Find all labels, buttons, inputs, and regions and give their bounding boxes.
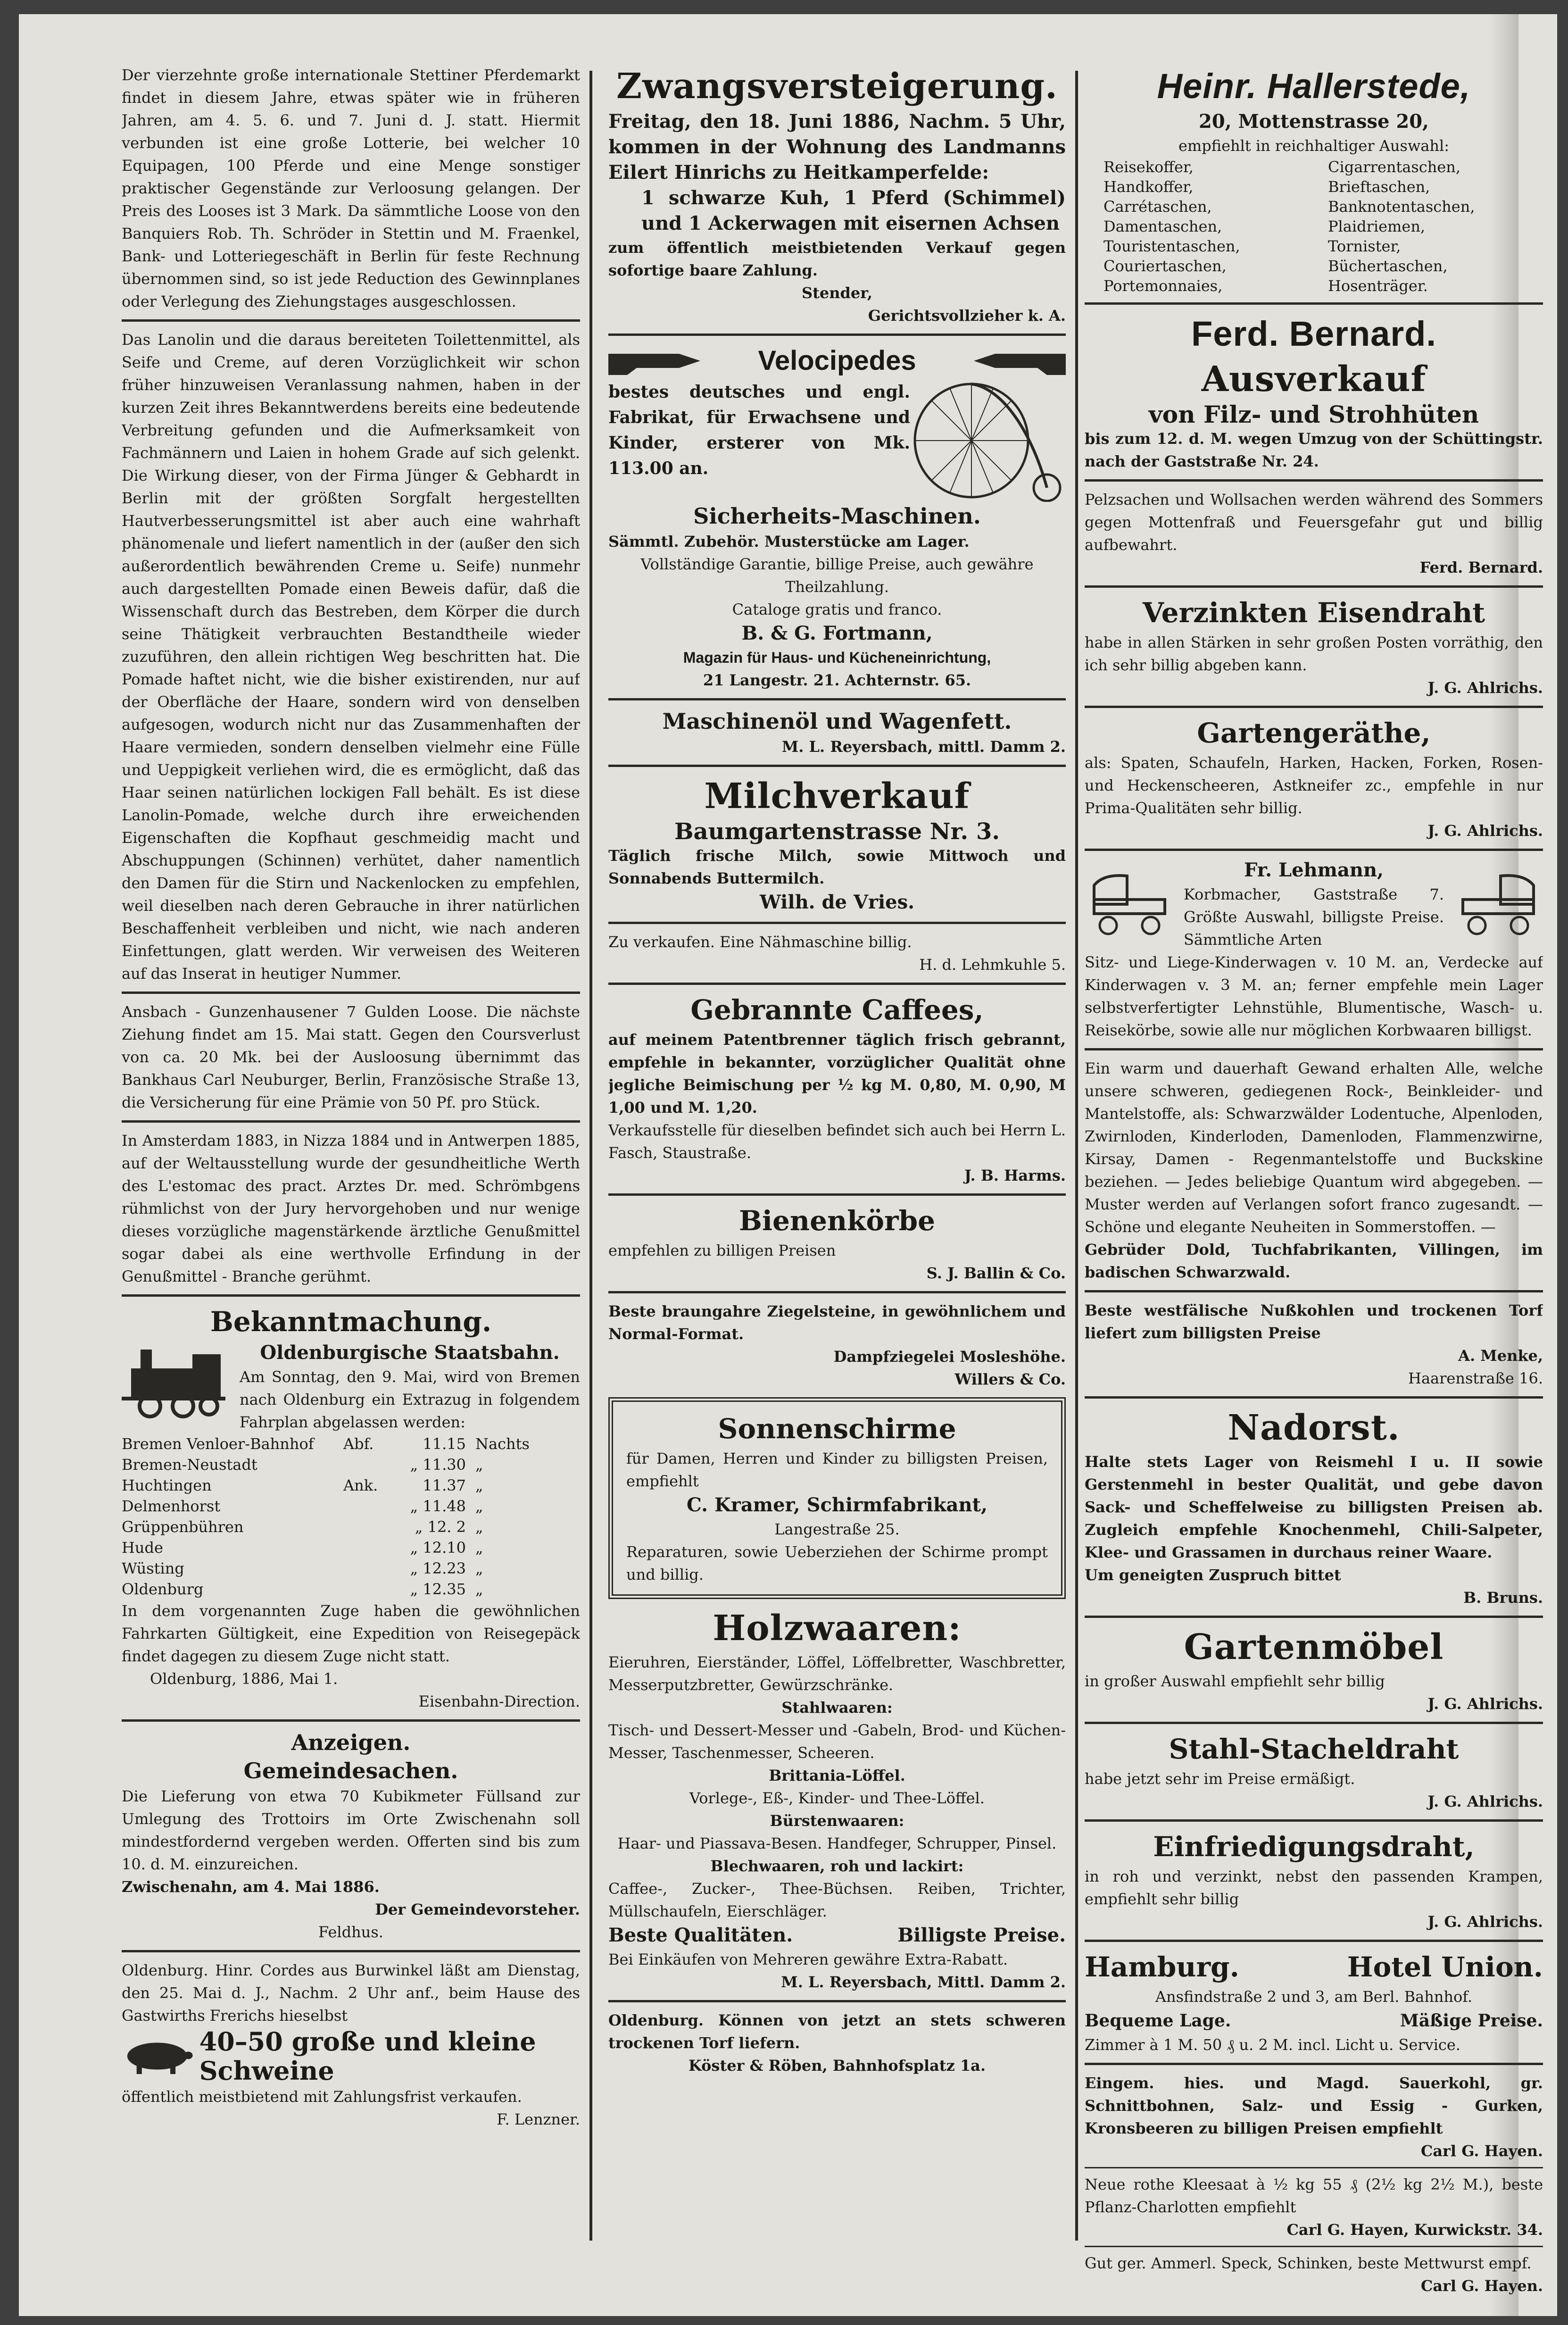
separator [608, 698, 1066, 700]
gemeindesachen-title: Gemeindesachen. [243, 1758, 458, 1783]
fahrplan-mark [343, 1454, 390, 1475]
ziegel-signature: Dampfziegelei Mosleshöhe. [833, 1348, 1066, 1366]
fahrplan-mark [343, 1537, 390, 1558]
fahrplan-time: „ 11.30 [410, 1456, 466, 1474]
ad-gemeindesachen [122, 1728, 580, 1943]
einfriedigungsdraht-signature: J. G. Ahlrichs. [1427, 1913, 1543, 1931]
hallerstede-item: Plaidriemen, [1328, 217, 1426, 235]
dold-signature: Gebrüder Dold, Tuchfabrikanten, Villingen, im badischen Schwarzwald. [1085, 1241, 1543, 1281]
separator [1085, 1048, 1543, 1050]
naehmaschine-signature: H. d. Lehmkuhle 5. [919, 956, 1066, 974]
hallerstede-item: Portemonnaies, [1103, 277, 1223, 295]
klee-text: Neue rothe Kleesaat à ½ kg 55 ₰ (2½ kg 2½ M.), beste Pflanz-Charlotten empfiehlt [1085, 2175, 1543, 2216]
buersten-text: Haar- und Piassava-Besen. Handfeger, Schrupper, Pinsel. [617, 1834, 1057, 1852]
hallerstede-item: Hosenträger. [1328, 277, 1428, 295]
ad-pferdemarkt [122, 64, 580, 313]
separator [1085, 849, 1543, 851]
fortmann-name: B. & G. Fortmann, [741, 622, 933, 644]
naehmaschine-text: Zu verkaufen. Eine Nähmaschine billig. [608, 933, 912, 951]
blech-title: Blechwaaren, roh und lackirt: [710, 1857, 964, 1875]
stahlwaaren-title: Stahlwaaren: [781, 1699, 893, 1717]
fahrplan-table [122, 1433, 580, 1600]
separator [1085, 706, 1543, 708]
fahrplan-station: Bremen-Neustadt [122, 1456, 257, 1474]
caffees-text: auf meinem Patentbrenner täglich frisch gebrannt, empfehle in bekannter, vorzüglicher Qualität ohne jegliche Beimischung per ½ kg M. 0,80, M. 0,90, M 1,00 und M. 1,20. [608, 1031, 1066, 1117]
ad-holzwaaren [608, 1606, 1066, 1993]
bahn-signature: Eisenbahn-Direction. [418, 1692, 580, 1710]
ad-sonnenschirme [608, 1397, 1066, 1599]
ad-hotel-union [1085, 1949, 1543, 2056]
hallerstede-title: Heinr. Hallerstede, [1157, 67, 1471, 106]
fahrplan-time: „ 11.48 [410, 1497, 466, 1515]
fahrplan-time: „ 12.10 [410, 1539, 466, 1557]
fahrplan-note: „ [475, 1497, 483, 1515]
maschinenoel-title: Maschinenöl und Wagenfett. [662, 708, 1012, 734]
ansbach-text: Ansbach - Gunzenhausener 7 Gulden Loose. Die nächste Ziehung findet am 15. Mai statt. Gegen den Coursverlust von ca. 20 Mk. bei der Ausloosung übernimmt das Bankhaus Carl Neuburger, Berlin, Französische Straße 13, die Versicherung für eine Prämie von 50 Pf. pro Stück. [122, 1003, 580, 1111]
lehmann-text2: Sitz- und Liege-Kinderwagen v. 10 M. an, Verdecke auf Kinderwagen v. 3 M. an; ferner empfehle mein Lager selbstverfertigter Lehnstühle, Blumentische, Wasch- u. Reisekörbe, sowie alle nur möglichen Korbwaaren billigst. [1085, 953, 1543, 1039]
fahrplan-note: Nachts [475, 1435, 530, 1453]
velo-text2: Vollständige Garantie, billige Preise, auch gewähre Theilzahlung. [640, 555, 1034, 596]
fortmann-business: Magazin für Haus- und Kücheneinrichtung, [683, 649, 991, 666]
separator [122, 319, 580, 322]
ad-menke [1085, 1299, 1543, 1390]
ad-lehmann [1085, 858, 1543, 1042]
column-right [1085, 64, 1543, 2297]
klee-signature: Carl G. Hayen, Kurwickstr. 34. [1286, 2221, 1543, 2239]
ad-ziegelsteine [608, 1300, 1066, 1391]
ad-gartengeraethe [1085, 715, 1543, 842]
separator [1085, 479, 1543, 482]
velo-sub: Sämmtl. Zubehör. Musterstücke am Lager. [608, 533, 970, 550]
separator [1085, 2167, 1543, 2168]
separator [608, 983, 1066, 985]
separator [608, 922, 1066, 924]
ahlrichs-signature: J. G. Ahlrichs. [1427, 679, 1543, 697]
zw-text1: Freitag, den 18. Juni 1886, Nachm. 5 Uhr, kommen in der Wohnung des Landmanns Eilert Hinrichs zu Heitkamperfelde: [608, 110, 1066, 183]
ad-eisendraht [1085, 594, 1543, 699]
gemeinde-signature: Der Gemeindevorsteher. [375, 1900, 580, 1918]
pointing-hand-icon [971, 344, 1066, 377]
reyersbach-signature: M. L. Reyersbach, Mittl. Damm 2. [781, 1973, 1066, 1991]
velo-text: bestes deutsches und engl. Fabrikat, für Erwachsene und Kinder, ersterer von Mk. 113.00 an. [608, 382, 910, 478]
hotel-lage: Bequeme Lage. [1085, 2011, 1231, 2031]
ad-velocipedes [608, 342, 1066, 692]
ad-stacheldraht [1085, 1731, 1543, 1813]
fahrplan-row [122, 1433, 580, 1454]
separator [1085, 1722, 1543, 1724]
separator [1085, 1396, 1543, 1399]
ad-einfriedigungsdraht [1085, 1828, 1543, 1933]
pelz-text: Pelzsachen und Wollsachen werden während des Sommers gegen Mottenfraß und Feuersgefahr gut und billig aufbewahrt. [1085, 491, 1543, 554]
kramer-text: Reparaturen, sowie Ueberziehen der Schirme prompt und billig. [626, 1543, 1048, 1583]
fahrplan-time: „ 12.35 [410, 1580, 466, 1598]
bahn-name: Oldenburgische Staatsbahn. [260, 1342, 560, 1364]
hayen-signature: Carl G. Hayen. [1420, 2142, 1543, 2160]
hallerstede-sub: empfiehlt in reichhaltiger Auswahl: [1178, 137, 1450, 155]
hallerstede-item: Handkoffer, [1103, 178, 1194, 196]
bienen-text: empfehlen zu billigen Preisen [608, 1242, 836, 1259]
separator [1085, 2246, 1543, 2247]
ad-amsterdam [122, 1129, 580, 1288]
hayen-text: Eingem. hies. und Magd. Sauerkohl, gr. Schnittbohnen, Salz- und Essig - Gurken, Kronsbeeren zu billigen Preisen empfiehlt [1085, 2074, 1543, 2137]
nadorst-text2: Um geneigten Zuspruch bittet [1085, 1566, 1341, 1584]
rabatt-text: Bei Einkäufen von Mehreren gewähre Extra-Rabatt. [608, 1950, 1008, 1968]
separator [1085, 2063, 1543, 2065]
fahrplan-station: Hude [122, 1539, 163, 1557]
ad-gartenmoebel [1085, 1625, 1543, 1715]
anzeigen-title: Anzeigen. [291, 1730, 411, 1755]
milchverkauf-title: Milchverkauf [704, 776, 970, 817]
ad-dold [1085, 1057, 1543, 1283]
fahrplan-station: Huchtingen [122, 1476, 212, 1494]
separator [608, 1193, 1066, 1196]
bienen-signature: S. J. Ballin & Co. [926, 1264, 1066, 1282]
fahrplan-mark [343, 1517, 390, 1537]
hallerstede-item: Couriertaschen, [1103, 257, 1227, 275]
fahrplan-row [122, 1496, 580, 1517]
fahrplan-station: Oldenburg [122, 1580, 204, 1598]
hallerstede-item: Carrétaschen, [1103, 198, 1212, 216]
zw-name: Stender, [802, 284, 872, 302]
fahrplan-mark [343, 1558, 390, 1579]
separator [1085, 1290, 1543, 1292]
ad-schweine [122, 1959, 580, 2131]
fahrplan-row [122, 1558, 580, 1579]
gemeinde-date: Zwischenahn, am 4. Mai 1886. [122, 1878, 380, 1896]
fahrplan-mark: Abf. [343, 1435, 374, 1453]
ziegel-signature2: Willers & Co. [954, 1370, 1066, 1388]
bernard-title: Ferd. Bernard. [1191, 314, 1436, 353]
ad-caffees [608, 992, 1066, 1187]
caffees-title: Gebrannte Caffees, [690, 994, 984, 1026]
fahrplan-station: Delmenhorst [122, 1497, 221, 1515]
hallerstede-item: Banknotentaschen, [1328, 198, 1475, 216]
einfriedigungsdraht-text: in roh und verzinkt, nebst den passenden Krampen, empfiehlt sehr billig [1085, 1867, 1543, 1908]
caffees-text2: Verkaufsstelle für dieselben befindet sich auch bei Herrn L. Fasch, Staustraße. [608, 1121, 1066, 1162]
ahlrichs-signature: J. G. Ahlrichs. [1427, 1792, 1543, 1810]
fahrplan-time: „ 12. 2 [415, 1518, 466, 1536]
bahn-date: Oldenburg, 1886, Mai 1. [150, 1670, 338, 1688]
eisendraht-text: habe in allen Stärken in sehr großen Posten vorräthig, den ich sehr billig abgeben kann. [1085, 633, 1543, 674]
fahrplan-row [122, 1454, 580, 1475]
fahrplan-time: 11.37 [423, 1476, 466, 1494]
penny-farthing-icon [910, 379, 1066, 502]
fahrplan-station: Bremen Venloer-Bahnhof [122, 1435, 314, 1453]
kramer-address: Langestraße 25. [774, 1520, 900, 1538]
blech-text: Caffee-, Zucker-, Thee-Büchsen. Reiben, Trichter, Müllschaufeln, Eierschläger. [608, 1880, 1066, 1920]
ahlrichs-signature: J. G. Ahlrichs. [1427, 822, 1543, 840]
zw-text2: zum öffentlich meistbietenden Verkauf gegen sofortige baare Zahlung. [608, 239, 1066, 279]
ammerl-signature: Carl G. Hayen. [1420, 2277, 1543, 2295]
fahrplan-time: „ 12.23 [410, 1559, 466, 1577]
ad-torf [608, 2009, 1066, 2077]
fahrplan-row [122, 1517, 580, 1537]
ad-zwangsversteigerung [608, 64, 1066, 327]
separator [608, 333, 1066, 336]
torf-signature: Köster & Röben, Bahnhofsplatz 1a. [688, 2057, 986, 2075]
gartenmoebel-signature: J. G. Ahlrichs. [1427, 1695, 1543, 1713]
fahrplan-note: „ [475, 1559, 483, 1577]
fahrplan-note: „ [475, 1539, 483, 1557]
pram-icon [1449, 871, 1543, 937]
fortmann-address: 21 Langestr. 21. Achternstr. 65. [703, 671, 971, 689]
zwangsversteigerung-title: Zwangsversteigerung. [616, 66, 1058, 107]
amsterdam-text: In Amsterdam 1883, in Nizza 1884 und in Antwerpen 1885, auf der Weltausstellung wurde der gesundheitliche Werth des L'estomac des pract. Arztes Dr. med. Schrömbgens rühmlichst von der Jury hervorgehoben und nur wenige dieses vorzügliche magenstärkende ärztliche Genußmittel sogar dabei als eine werthvolle Erfindung in der Genußmittel - Branche gerühmt. [122, 1132, 580, 1285]
separator [122, 1120, 580, 1123]
fahrplan-station: Grüppenbühren [122, 1518, 244, 1536]
bahn-note: In dem vorgenannten Zuge haben die gewöhnlichen Fahrkarten Gültigkeit, eine Expedition von Reisegepäck findet dagegen zu diesem Zuge nicht statt. [122, 1602, 580, 1665]
fahrplan-row [122, 1579, 580, 1600]
ad-hayen-kleesaat [1085, 2173, 1543, 2241]
ad-lanolin [122, 328, 580, 985]
eisendraht-title: Verzinkten Eisendraht [1142, 597, 1485, 629]
separator [608, 2000, 1066, 2002]
fahrplan-note: „ [475, 1518, 483, 1536]
holzwaaren-title: Holzwaaren: [713, 1608, 962, 1649]
milch-address: Baumgartenstrasse Nr. 3. [674, 818, 1000, 845]
locomotive-icon [122, 1340, 230, 1420]
filz-text: bis zum 12. d. M. wegen Umzug von der Schüttingstr. nach der Gaststraße Nr. 24. [1085, 430, 1543, 470]
milch-text: Täglich frische Milch, sowie Mittwoch und Sonnabends Buttermilch. [608, 847, 1066, 887]
gartenmoebel-title: Gartenmöbel [1184, 1627, 1444, 1667]
ad-bernard [1085, 311, 1543, 473]
separator [1085, 302, 1543, 305]
lehmann-name: Fr. Lehmann, [1244, 859, 1384, 881]
britannia-title: Brittania-Löffel. [769, 1767, 905, 1784]
hotel-preise: Mäßige Preise. [1400, 2011, 1543, 2031]
stacheldraht-text: habe jetzt sehr im Preise ermäßigt. [1085, 1770, 1355, 1788]
zw-signature: Gerichtsvollzieher k. A. [868, 307, 1066, 325]
hallerstede-item: Büchertaschen, [1328, 257, 1448, 275]
hallerstede-item: Reisekoffer, [1103, 158, 1194, 176]
separator [608, 1291, 1066, 1293]
ad-ansbach [122, 1000, 580, 1114]
column-rule-1 [589, 71, 592, 2241]
separator [122, 992, 580, 994]
ad-pelzsachen [1085, 488, 1543, 579]
gartenmoebel-text: in großer Auswahl empfiehlt sehr billig [1085, 1672, 1385, 1690]
hallerstede-item: Cigarrentaschen, [1328, 158, 1461, 176]
bekanntmachung-title: Bekanntmachung. [210, 1306, 492, 1338]
gartengeraethe-title: Gartengeräthe, [1197, 717, 1431, 749]
column-left [122, 64, 580, 2131]
velo-text3: Cataloge gratis und franco. [732, 600, 942, 618]
separator [1085, 1940, 1543, 1942]
hotel-city: Hamburg. [1085, 1951, 1239, 1983]
milch-signature: Wilh. de Vries. [759, 891, 915, 913]
fahrplan-note: „ [475, 1456, 483, 1474]
pig-icon [122, 2033, 193, 2080]
pointing-hand-icon [608, 344, 703, 377]
hallerstede-item: Brieftaschen, [1328, 178, 1430, 196]
ziegel-text: Beste braungahre Ziegelsteine, in gewöhnlichem und Normal-Format. [608, 1302, 1066, 1343]
ad-hayen-speck [1085, 2252, 1543, 2297]
schweine-title: 40–50 große und kleine Schweine [199, 2026, 536, 2086]
ad-bekanntmachung [122, 1303, 580, 1713]
ad-bienenkoerbe [608, 1202, 1066, 1284]
fahrplan-time: 11.15 [423, 1435, 466, 1453]
hallerstede-item: Touristentaschen, [1103, 237, 1240, 255]
pferdemarkt-text: Der vierzehnte große internationale Stettiner Pferdemarkt findet in diesem Jahre, etwas später wie in früheren Jahren, am 4. 5. 6. und 7. Juni d. J. statt. Hiermit verbunden ist eine große Lotterie, bei welcher 10 Equipagen, 100 Pferde und eine Menge sonstiger praktischer Gegenstände zur Verloosung gelangen. Der Preis des Looses ist 3 Mark. Da sämmtliche Loose von den Banquiers Rob. Th. Schröder in Stettin und M. Fraenkel, Bank- und Lotteriegeschäft in Berlin für feste Rechnung übernommen sind, so ist jede Reduction des Gewinnplanes oder Verlegung des Ziehungstages ausgeschlossen. [122, 66, 580, 310]
ad-milchverkauf [608, 774, 1066, 915]
fahrplan-row [122, 1475, 580, 1496]
separator [1085, 1819, 1543, 1822]
caffees-signature: J. B. Harms. [964, 1167, 1066, 1184]
schweine-signature: F. Lenzner. [497, 2110, 580, 2128]
menke-address: Haarenstraße 16. [1408, 1369, 1543, 1387]
sonnen-text: für Damen, Herren und Kinder zu billigsten Preisen, empfiehlt [626, 1450, 1048, 1490]
gemeinde-text: Die Lieferung von etwa 70 Kubikmeter Füllsand zur Umlegung des Trottoirs im Orte Zwischenahn soll mindestfordernd vergeben werden. Offerten sind bis zum 10. d. M. einzureichen. [122, 1787, 580, 1873]
separator [1085, 585, 1543, 588]
fahrplan-note: „ [475, 1476, 483, 1494]
fahrplan-mark [343, 1496, 390, 1517]
fahrplan-station: Wüsting [122, 1559, 184, 1577]
britannia-text: Vorlege-, Eß-, Kinder- und Thee-Löffel. [689, 1789, 985, 1807]
separator [122, 1950, 580, 1952]
pelz-signature: Ferd. Bernard. [1419, 558, 1543, 576]
gemeinde-name: Feldhus. [318, 1923, 383, 1941]
maschinenoel-signature: M. L. Reyersbach, mittl. Damm 2. [781, 738, 1066, 756]
stacheldraht-title: Stahl-Stacheldraht [1169, 1733, 1459, 1765]
nadorst-text: Halte stets Lager von Reismehl I u. II sowie Gerstenmehl in bester Qualität, und gebe davon Sack- und Scheffelweise zu billigsten Preisen ab. Zugleich empfehle Knochenmehl, Chili-Salpeter, Klee- und Grassamen in durchaus reiner Waare. [1085, 1453, 1543, 1561]
pram-icon [1085, 871, 1179, 937]
cordes-text: Oldenburg. Hinr. Cordes aus Burwinkel läßt am Dienstag, den 25. Mai d. J., Nachm. 2 Uhr anf., beim Hause des Gastwirths Frerichs hieselbst [122, 1961, 580, 2025]
bahn-text: Am Sonntag, den 9. Mai, wird von Bremen nach Oldenburg ein Extrazug in folgendem Fahrplan abgelassen werden: [240, 1368, 580, 1431]
nadorst-title: Nadorst. [1228, 1408, 1400, 1448]
hotel-zimmer: Zimmer à 1 M. 50 ₰ u. 2 M. incl. Licht u. Service. [1085, 2036, 1460, 2054]
fahrplan-row [122, 1537, 580, 1558]
ad-hayen-sauerkohl [1085, 2072, 1543, 2162]
lanolin-text: Das Lanolin und die daraus bereiteten Toilettenmittel, als Seife und Creme, auf deren Vorzüglichkeit wir schon früher hinzuweisen Veranlassung nahmen, haben in der kurzen Zeit ihres Bekanntwerdens bereits eine bedeutende Verbreitung gefunden und die Aufmerksamkeit von Fachmännern und Laien in hohem Grade auf sich gelenkt. Die Wirkung dieser, von der Firma Jünger & Gebhardt in Berlin mit der größten Sorgfalt hergestellten Hautverbesserungsmittel ist aber auch eine wahrhaft phänomenale und liefert namentlich in der (außer den sich außerordentlich bewährenden Creme u. Seife) nunmehr auch dargestellten Pomade einen Beweis dafür, daß die Wissenschaft durch das Bestreben, dem Körper die durch seine Thätigkeit verbrauchten Bestandtheile wieder zuzuführen, den allein richtigen Weg beschritten hat. Die Pomade haftet nicht, wie die bisher existirenden, nur auf der Oberfläche der Haare, sondern wird von denselben aufgesogen, wodurch nicht nur das Zusammenhaften der Haare vermieden, sondern denselben vielmehr eine Fülle und Ueppigkeit verliehen wird, die es ermöglicht, daß das Haar seinen natürlichen lockigen Fall behält. Es ist diese Lanolin-Pomade, welche durch ihre erweichenden Eigenschaften die Kopfhaut geschmeidig macht und Abschuppungen (Schinnen) verhütet, daher namentlich den Damen für die Stirn und Nackenlocken zu empfehlen, weil dieselben nach deren Gebrauche in ihrer natürlichen Beschaffenheit verbleiben und nicht, wie nach anderen Einfettungen, glatt werden. Wir verweisen des Weiteren auf das Inserat in heutiger Nummer. [122, 331, 580, 983]
separator [122, 1719, 580, 1722]
column-rule-2 [1075, 71, 1078, 2241]
fahrplan-note: „ [475, 1580, 483, 1598]
separator [608, 765, 1066, 767]
hotel-name: Hotel Union. [1347, 1951, 1543, 1983]
sicherheits-title: Sicherheits-Maschinen. [693, 503, 981, 529]
fahrplan-mark [343, 1579, 390, 1600]
menke-text: Beste westfälische Nußkohlen und trockenen Torf liefert zum billigsten Preise [1085, 1301, 1543, 1342]
separator [122, 1294, 580, 1297]
holz-text: Eieruhren, Eierständer, Löffel, Löffelbretter, Waschbretter, Messerputzbretter, Gewürzschränke. [608, 1653, 1066, 1694]
fahrplan-mark: Ank. [343, 1476, 378, 1494]
lehmann-text: Korbmacher, Gaststraße 7. Größte Auswahl, billigste Preise. Sämmtliche Arten [1184, 885, 1444, 949]
menke-signature: A. Menke, [1458, 1347, 1543, 1365]
separator [1085, 1616, 1543, 1618]
garten-text: als: Spaten, Schaufeln, Harken, Hacken, Forken, Rosen- und Heckenscheeren, Astkneifer zc., empfehle in nur Prima-Qualitäten sehr billig. [1085, 754, 1543, 817]
velocipedes-title: Velocipedes [758, 345, 916, 376]
hallerstede-item: Damentaschen, [1103, 217, 1222, 235]
sonnenschirme-title: Sonnenschirme [718, 1413, 956, 1445]
nadorst-signature: B. Bruns. [1463, 1589, 1543, 1607]
ad-naehmaschine [608, 931, 1066, 976]
zw-items: 1 schwarze Kuh, 1 Pferd (Schimmel) und 1 Ackerwagen mit eisernen Achsen [641, 187, 1066, 234]
buersten-title: Bürstenwaaren: [770, 1812, 904, 1830]
torf-text: Oldenburg. Können von jetzt an stets schweren trockenen Torf liefern. [608, 2011, 1066, 2052]
ausverkauf-title: Ausverkauf [1201, 359, 1427, 400]
billig-label: Billigste Preise. [897, 1924, 1066, 1946]
hallerstede-item: Tornister, [1328, 237, 1401, 255]
bienenkoerbe-title: Bienenkörbe [738, 1205, 936, 1237]
einfriedigungsdraht-title: Einfriedigungsdraht, [1153, 1831, 1475, 1863]
filz-title: von Filz- und Strohhüten [1148, 400, 1479, 428]
column-middle [608, 64, 1066, 2077]
hallerstede-items [1085, 157, 1543, 296]
ammerl-text: Gut ger. Ammerl. Speck, Schinken, beste Mettwurst empf. [1085, 2254, 1532, 2272]
schweine-text: öffentlich meistbietend mit Zahlungsfrist verkaufen. [122, 2088, 522, 2106]
hotel-address: Ansfindstraße 2 und 3, am Berl. Bahnhof. [1155, 1988, 1473, 2006]
ad-hallerstede [1085, 64, 1543, 296]
hallerstede-address: 20, Mottenstrasse 20, [1199, 110, 1429, 133]
dold-text: Ein warm und dauerhaft Gewand erhalten Alle, welche unsere schweren, gediegenen Rock-, Beinkleider- und Mantelstoffe, als: Schwarzwälder Lodentuche, Alpenloden, Zwirnloden, Kinderloden, Damenloden, Flammenzwirne, Kirsay, Damen - Regenmantelstoffe und Buckskine beziehen. — Jedes beliebige Quantum wird abgegeben. — Muster werden auf Verlangen sofort franco zugesandt. — Schöne und elegante Neuheiten in Sommerstoffen. — [1085, 1059, 1543, 1236]
ad-nadorst [1085, 1405, 1543, 1609]
stahl-text: Tisch- und Dessert-Messer und -Gabeln, Brod- und Küchen-Messer, Taschenmesser, Scheeren. [608, 1721, 1066, 1762]
beste-label: Beste Qualitäten. [608, 1924, 793, 1946]
ad-maschinenoel [608, 707, 1066, 758]
kramer-name: C. Kramer, Schirmfabrikant, [687, 1494, 987, 1516]
